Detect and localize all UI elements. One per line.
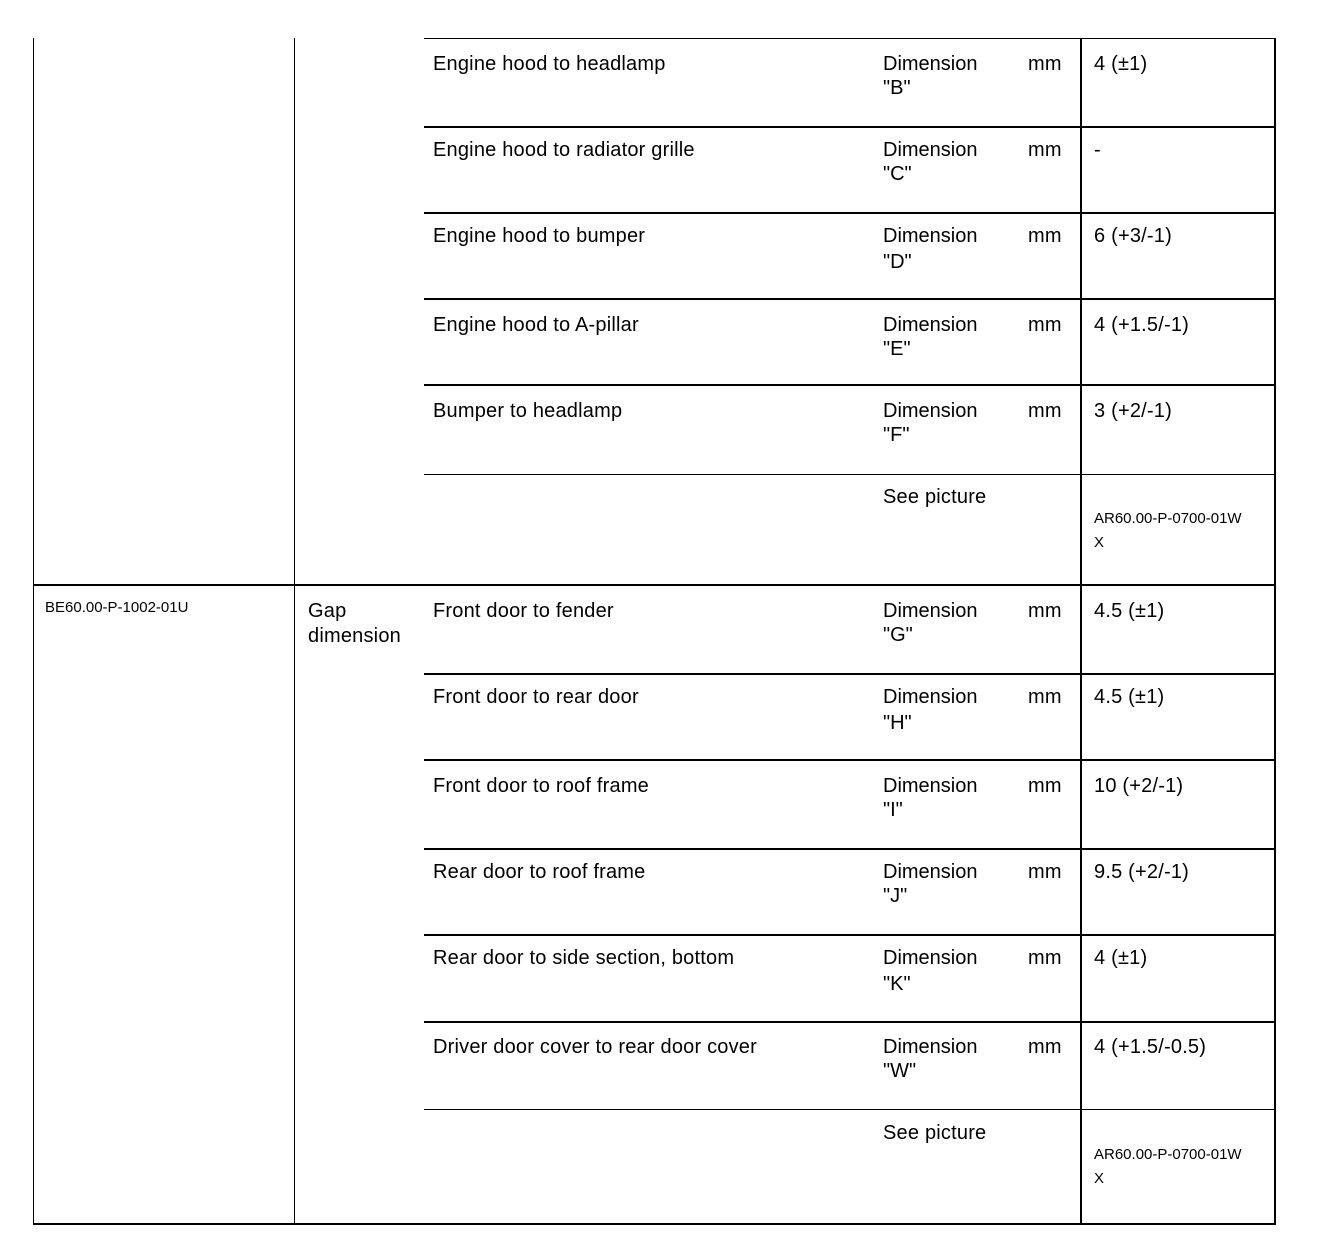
dimension-label: Dimension <box>883 600 978 622</box>
dimension-label: Dimension <box>883 53 978 75</box>
row-divider <box>424 673 1276 675</box>
tolerance-value: 4.5 (±1) <box>1094 600 1165 622</box>
dimension-code: "K" <box>883 973 911 995</box>
unit-label: mm <box>1028 600 1062 622</box>
unit-label: mm <box>1028 861 1062 883</box>
see-picture-label: See picture <box>883 1122 987 1144</box>
dimension-code: "I" <box>883 799 903 821</box>
unit-label: mm <box>1028 225 1062 247</box>
dimension-code: "B" <box>883 77 911 99</box>
row-divider <box>424 474 1276 475</box>
dimension-label: Dimension <box>883 225 978 247</box>
unit-label: mm <box>1028 400 1062 422</box>
row-divider <box>424 212 1276 214</box>
tolerance-value: 10 (+2/-1) <box>1094 775 1184 797</box>
row-divider <box>424 384 1276 386</box>
dimension-code: "C" <box>883 163 912 185</box>
unit-label: mm <box>1028 53 1062 75</box>
dimension-code: "G" <box>883 624 913 646</box>
dimension-label: Dimension <box>883 139 978 161</box>
unit-label: mm <box>1028 686 1062 708</box>
dimension-code: "E" <box>883 338 911 360</box>
dimension-label: Dimension <box>883 775 978 797</box>
row-divider <box>424 298 1276 300</box>
row-description: Rear door to roof frame <box>433 861 646 883</box>
column-divider-code <box>294 38 295 1225</box>
row-description: Driver door cover to rear door cover <box>433 1036 757 1058</box>
category-label-line2: dimension <box>308 625 401 647</box>
unit-label: mm <box>1028 1036 1062 1058</box>
category-label: Gap <box>308 600 347 622</box>
table-border-left <box>33 38 34 1225</box>
row-description: Rear door to side section, bottom <box>433 947 735 969</box>
picture-reference-suffix[interactable]: X <box>1094 1170 1105 1187</box>
row-divider <box>424 1021 1276 1023</box>
row-description: Engine hood to A-pillar <box>433 314 639 336</box>
picture-reference-suffix[interactable]: X <box>1094 534 1105 551</box>
unit-label: mm <box>1028 314 1062 336</box>
tolerance-value: 6 (+3/-1) <box>1094 225 1172 247</box>
dimension-label: Dimension <box>883 1036 978 1058</box>
tolerance-value: 4 (±1) <box>1094 53 1148 75</box>
row-divider <box>424 126 1276 128</box>
column-divider-value <box>1080 38 1082 1225</box>
dimension-code: "W" <box>883 1060 917 1082</box>
dimension-code: "F" <box>883 424 910 446</box>
row-divider <box>424 759 1276 761</box>
row-description: Front door to rear door <box>433 686 639 708</box>
row-description: Engine hood to radiator grille <box>433 139 695 161</box>
dimension-label: Dimension <box>883 686 978 708</box>
document-code: BE60.00-P-1002-01U <box>45 599 189 616</box>
row-description: Engine hood to bumper <box>433 225 646 247</box>
tolerance-value: 4 (+1.5/-0.5) <box>1094 1036 1207 1058</box>
dimension-label: Dimension <box>883 947 978 969</box>
tolerance-value: - <box>1094 139 1101 161</box>
row-description: Bumper to headlamp <box>433 400 623 422</box>
dimension-code: "D" <box>883 251 912 273</box>
tolerance-value: 4.5 (±1) <box>1094 686 1165 708</box>
row-description: Front door to fender <box>433 600 614 622</box>
tolerance-value: 3 (+2/-1) <box>1094 400 1172 422</box>
row-divider <box>424 1109 1276 1110</box>
table-border-right <box>1274 38 1276 1225</box>
dimension-label: Dimension <box>883 861 978 883</box>
tolerance-value: 4 (±1) <box>1094 947 1148 969</box>
section-divider <box>33 584 1276 586</box>
tolerance-value: 9.5 (+2/-1) <box>1094 861 1190 883</box>
tolerance-value: 4 (+1.5/-1) <box>1094 314 1190 336</box>
picture-reference-link[interactable]: AR60.00-P-0700-01W <box>1094 510 1242 527</box>
row-divider <box>424 934 1276 936</box>
dimension-label: Dimension <box>883 314 978 336</box>
table-border-top <box>424 38 1276 39</box>
see-picture-label: See picture <box>883 486 987 508</box>
picture-reference-link[interactable]: AR60.00-P-0700-01W <box>1094 1146 1242 1163</box>
dimension-label: Dimension <box>883 400 978 422</box>
row-description: Front door to roof frame <box>433 775 650 797</box>
unit-label: mm <box>1028 139 1062 161</box>
table-border-bottom <box>33 1223 1276 1225</box>
dimension-code: "J" <box>883 885 908 907</box>
unit-label: mm <box>1028 775 1062 797</box>
dimension-code: "H" <box>883 712 912 734</box>
unit-label: mm <box>1028 947 1062 969</box>
row-divider <box>424 848 1276 850</box>
row-description: Engine hood to headlamp <box>433 53 666 75</box>
